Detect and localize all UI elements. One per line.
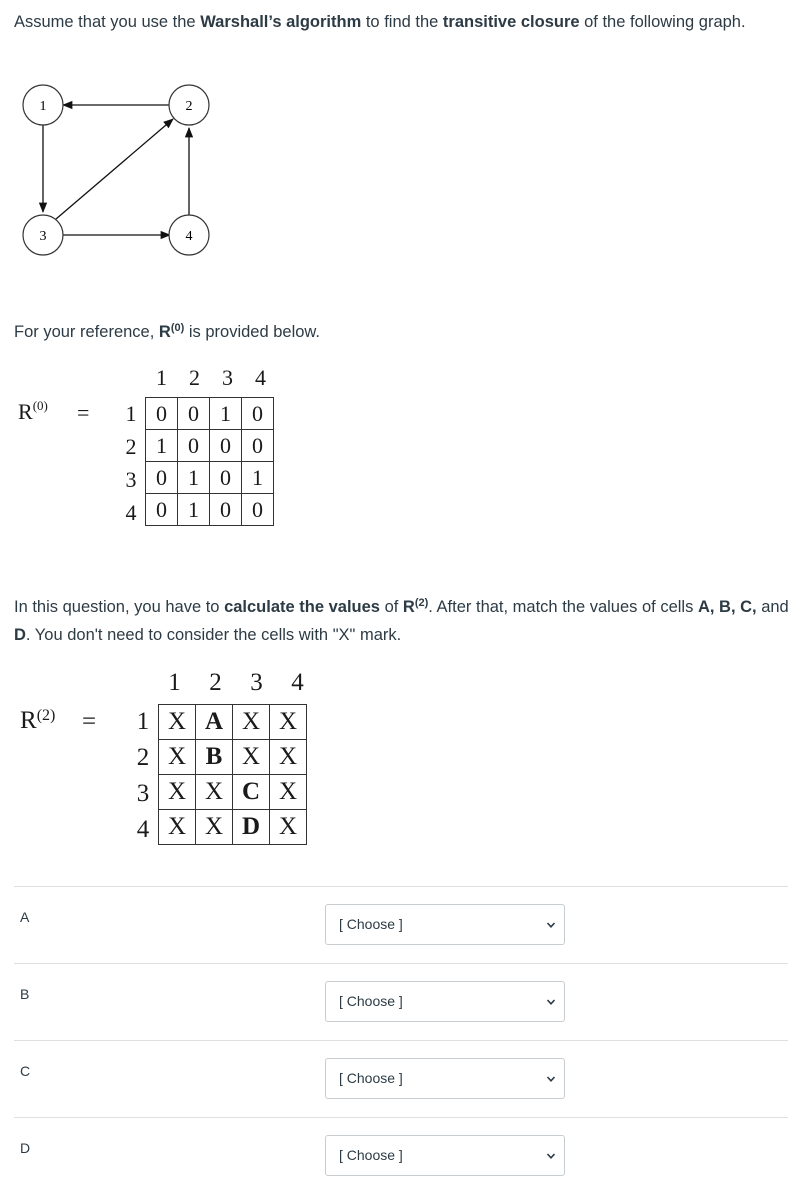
node-4 bbox=[169, 215, 209, 255]
intro-paragraph: Assume that you use the Warshall’s algorithm to find the transitive closure of the following graph. bbox=[14, 13, 746, 31]
cell-b: B bbox=[196, 740, 233, 775]
select-value: [ Choose ] bbox=[339, 993, 403, 1009]
matrix-r0-label: $R^{(0)}$ bbox=[18, 398, 48, 424]
matrix-cell: 0 bbox=[146, 494, 178, 526]
matrix-cell: X bbox=[270, 705, 307, 740]
matrix-cell: 0 bbox=[146, 398, 178, 430]
svg-text:1: 1 bbox=[39, 99, 47, 114]
chevron-down-icon bbox=[546, 1074, 556, 1084]
select-value: [ Choose ] bbox=[339, 1147, 403, 1163]
digraph bbox=[18, 84, 228, 264]
chevron-down-icon bbox=[546, 920, 556, 930]
node-3 bbox=[23, 215, 63, 255]
matrix-cell: 1 bbox=[242, 462, 274, 494]
answer-row-d bbox=[14, 1117, 788, 1194]
matrix-cell: 0 bbox=[146, 462, 178, 494]
matrix-cell: 1 bbox=[178, 494, 210, 526]
cell-a: A bbox=[196, 705, 233, 740]
node-2 bbox=[169, 85, 209, 125]
matrix-cell: X bbox=[196, 810, 233, 845]
matrix-r2-row-headers: 1 2 3 4 bbox=[136, 708, 150, 843]
matrix-cell: X bbox=[196, 775, 233, 810]
answer-select-a[interactable] bbox=[325, 904, 565, 945]
chevron-down-icon bbox=[546, 1151, 556, 1161]
matrix-r2-equals: = bbox=[82, 708, 97, 735]
cell-c: C bbox=[233, 775, 270, 810]
svg-text:3: 3 bbox=[39, 229, 47, 244]
matrix-cell: 1 bbox=[210, 398, 242, 430]
answer-list bbox=[14, 886, 788, 1194]
matrix-cell: X bbox=[159, 810, 196, 845]
matrix-cell: 0 bbox=[210, 494, 242, 526]
select-value: [ Choose ] bbox=[339, 916, 403, 932]
answer-select-b[interactable] bbox=[325, 981, 565, 1022]
matrix-cell: 0 bbox=[210, 462, 242, 494]
svg-text:2: 2 bbox=[185, 99, 193, 114]
matrix-cell: 0 bbox=[242, 398, 274, 430]
question-paragraph: In this question, you have to calculate the values of $R^{(2)}$. After that, match the values of cells A, B, C, and D. You don't need to consider the cells with "X" mark. bbox=[14, 597, 789, 644]
matrix-r2-column-headers: 1 2 3 4 bbox=[168, 669, 304, 696]
matrix-cell: 1 bbox=[146, 430, 178, 462]
matrix-cell: X bbox=[159, 705, 196, 740]
edge-3-2 bbox=[56, 119, 173, 219]
answer-row-c bbox=[14, 1040, 788, 1117]
matrix-cell: X bbox=[233, 705, 270, 740]
matrix-cell: 0 bbox=[210, 430, 242, 462]
matrix-cell: X bbox=[270, 775, 307, 810]
cell-d: D bbox=[233, 810, 270, 845]
matrix-cell: X bbox=[159, 775, 196, 810]
matrix-r0-grid bbox=[145, 397, 274, 526]
matrix-cell: 0 bbox=[178, 430, 210, 462]
matrix-cell: X bbox=[159, 740, 196, 775]
matrix-r0-equals: = bbox=[77, 400, 90, 425]
answer-select-c[interactable] bbox=[325, 1058, 565, 1099]
matrix-r2-label: $R^{(2)}$ bbox=[20, 707, 56, 734]
matrix-cell: 0 bbox=[178, 398, 210, 430]
answer-label: C bbox=[20, 1063, 31, 1079]
select-value: [ Choose ] bbox=[339, 1070, 403, 1086]
answer-label: D bbox=[20, 1140, 31, 1156]
matrix-cell: 1 bbox=[178, 462, 210, 494]
reference-paragraph: For your reference, $R^{(0)}$ is provided below. bbox=[14, 322, 321, 341]
svg-text:4: 4 bbox=[185, 229, 193, 244]
answer-select-d[interactable] bbox=[325, 1135, 565, 1176]
answer-label: B bbox=[20, 986, 30, 1002]
matrix-cell: 0 bbox=[242, 494, 274, 526]
matrix-cell: X bbox=[233, 740, 270, 775]
matrix-cell: X bbox=[270, 810, 307, 845]
matrix-r0-column-headers: 1 2 3 4 bbox=[156, 365, 266, 390]
answer-label: A bbox=[20, 909, 30, 925]
matrix-r0-row-headers: 1 2 3 4 bbox=[125, 401, 137, 525]
matrix-cell: X bbox=[270, 740, 307, 775]
answer-row-b bbox=[14, 963, 788, 1040]
node-1 bbox=[23, 85, 63, 125]
matrix-cell: 0 bbox=[242, 430, 274, 462]
matrix-r2-grid bbox=[158, 704, 307, 845]
answer-row-a bbox=[14, 886, 788, 963]
chevron-down-icon bbox=[546, 997, 556, 1007]
